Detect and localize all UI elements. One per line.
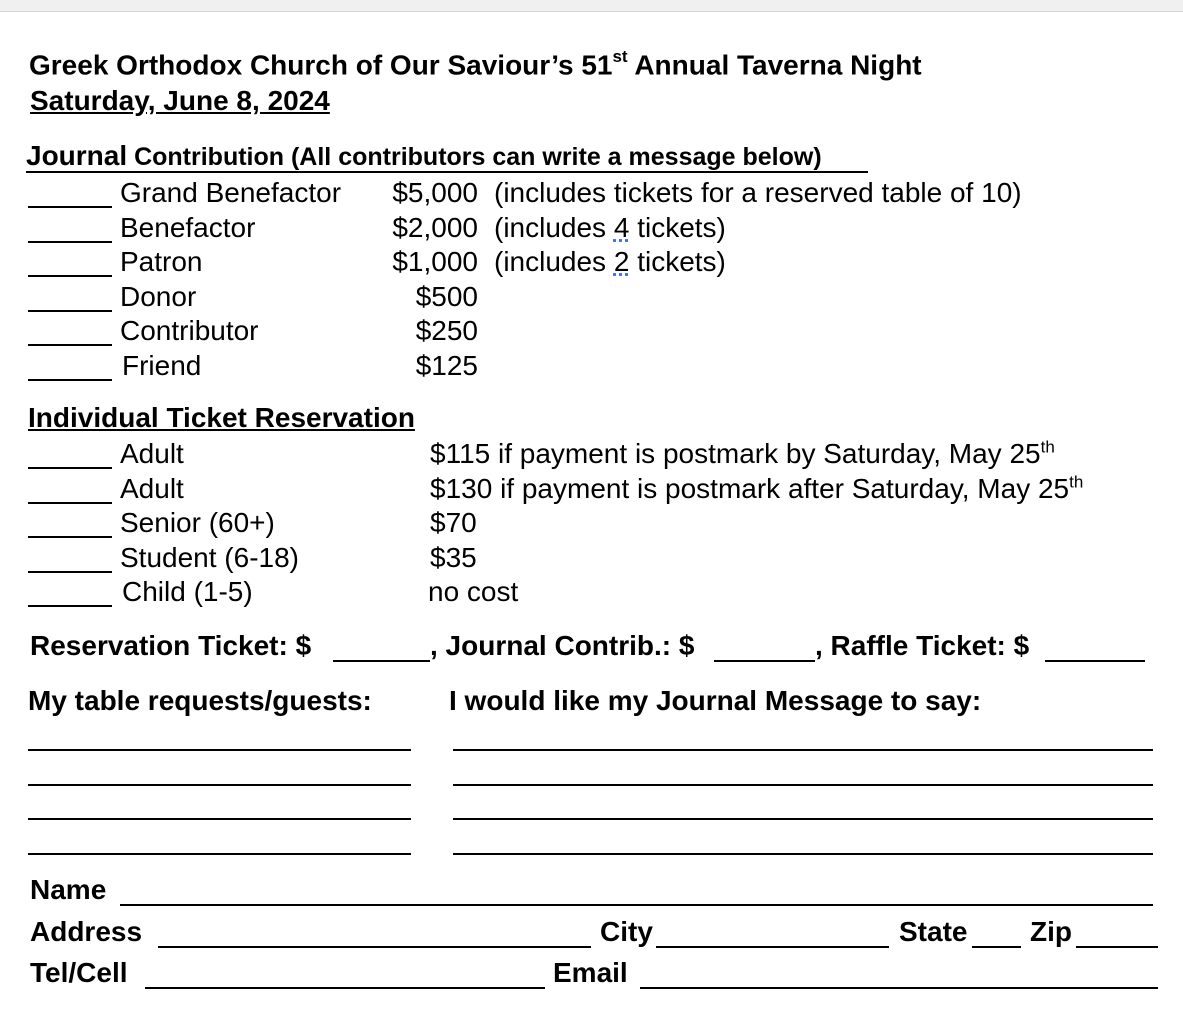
journal-level-amount: $125 bbox=[415, 350, 478, 381]
ticket-price: $130 if payment is postmark after Saturday, May 25th bbox=[430, 472, 1084, 504]
address-label: Address bbox=[30, 916, 143, 947]
table-request-line[interactable] bbox=[28, 749, 411, 751]
journal-level-note: (includes 2 tickets) bbox=[494, 246, 726, 277]
journal-level-label: Benefactor bbox=[120, 212, 256, 243]
ticket-quantity-blank[interactable] bbox=[28, 605, 112, 607]
email-field[interactable] bbox=[640, 987, 1158, 989]
state-label: State bbox=[899, 916, 968, 947]
journal-level-label: Donor bbox=[120, 281, 197, 312]
tel-label: Tel/Cell bbox=[30, 957, 128, 988]
ticket-heading: Individual Ticket Reservation bbox=[28, 402, 415, 433]
journal-amount-blank[interactable] bbox=[28, 275, 112, 277]
journal-level-label: Patron bbox=[120, 246, 203, 277]
tel-field[interactable] bbox=[145, 987, 545, 989]
journal-level-amount: $2,000 bbox=[392, 212, 478, 243]
ticket-quantity-blank[interactable] bbox=[28, 536, 112, 538]
reservation-ticket-label: Reservation Ticket: $ bbox=[30, 630, 312, 661]
ticket-price: $35 bbox=[430, 542, 477, 573]
ticket-quantity-blank[interactable] bbox=[28, 467, 112, 469]
journal-level-amount: $1,000 bbox=[392, 246, 478, 277]
raffle-ticket-label: , Raffle Ticket: $ bbox=[815, 630, 1030, 661]
ticket-quantity-blank[interactable] bbox=[28, 502, 112, 504]
email-label: Email bbox=[553, 957, 628, 988]
journal-level-amount: $250 bbox=[415, 315, 478, 346]
journal-level-label: Grand Benefactor bbox=[120, 177, 342, 208]
journal-amount-blank[interactable] bbox=[28, 241, 112, 243]
journal-contrib-field[interactable] bbox=[714, 660, 815, 662]
name-field[interactable] bbox=[120, 904, 1153, 906]
table-request-line[interactable] bbox=[28, 784, 411, 786]
ticket-type-label: Senior (60+) bbox=[120, 507, 275, 538]
journal-contrib-label: , Journal Contrib.: $ bbox=[430, 630, 695, 661]
journal-level-note: (includes tickets for a reserved table of 10) bbox=[494, 177, 1022, 208]
city-label: City bbox=[600, 916, 653, 947]
journal-message-line[interactable] bbox=[453, 853, 1153, 855]
table-request-line[interactable] bbox=[28, 853, 411, 855]
journal-heading: Journal Contribution (All contributors can write a message below) bbox=[26, 140, 868, 173]
journal-message-line[interactable] bbox=[453, 818, 1153, 820]
raffle-ticket-field[interactable] bbox=[1045, 660, 1145, 662]
table-request-line[interactable] bbox=[28, 818, 411, 820]
ticket-price: no cost bbox=[428, 576, 519, 607]
ticket-quantity-blank[interactable] bbox=[28, 571, 112, 573]
journal-level-label: Friend bbox=[122, 350, 202, 381]
address-field[interactable] bbox=[158, 946, 591, 948]
journal-level-amount: $5,000 bbox=[392, 177, 478, 208]
event-date: Saturday, June 8, 2024 bbox=[30, 85, 330, 116]
name-label: Name bbox=[30, 874, 107, 905]
journal-message-line[interactable] bbox=[453, 784, 1153, 786]
ticket-price: $115 if payment is postmark by Saturday, May 25th bbox=[430, 437, 1055, 469]
table-requests-label: My table requests/guests: bbox=[28, 685, 372, 716]
journal-message-label: I would like my Journal Message to say: bbox=[449, 685, 982, 716]
city-field[interactable] bbox=[656, 946, 889, 948]
window-top-bar bbox=[0, 0, 1183, 12]
ticket-type-label: Adult bbox=[120, 438, 184, 469]
journal-level-note: (includes 4 tickets) bbox=[494, 212, 726, 243]
journal-level-amount: $500 bbox=[415, 281, 478, 312]
journal-message-line[interactable] bbox=[453, 749, 1153, 751]
form-title: Greek Orthodox Church of Our Saviour’s 51st Annual Taverna Night bbox=[29, 47, 922, 81]
journal-amount-blank[interactable] bbox=[28, 206, 112, 208]
journal-level-label: Contributor bbox=[120, 315, 259, 346]
journal-amount-blank[interactable] bbox=[28, 310, 112, 312]
ticket-type-label: Student (6-18) bbox=[120, 542, 299, 573]
journal-amount-blank[interactable] bbox=[28, 379, 112, 381]
journal-amount-blank[interactable] bbox=[28, 344, 112, 346]
zip-field[interactable] bbox=[1076, 946, 1158, 948]
reservation-ticket-field[interactable] bbox=[333, 660, 430, 662]
ticket-type-label: Adult bbox=[120, 473, 184, 504]
zip-label: Zip bbox=[1030, 916, 1072, 947]
state-field[interactable] bbox=[972, 946, 1021, 948]
ticket-price: $70 bbox=[430, 507, 477, 538]
ticket-type-label: Child (1-5) bbox=[122, 576, 253, 607]
